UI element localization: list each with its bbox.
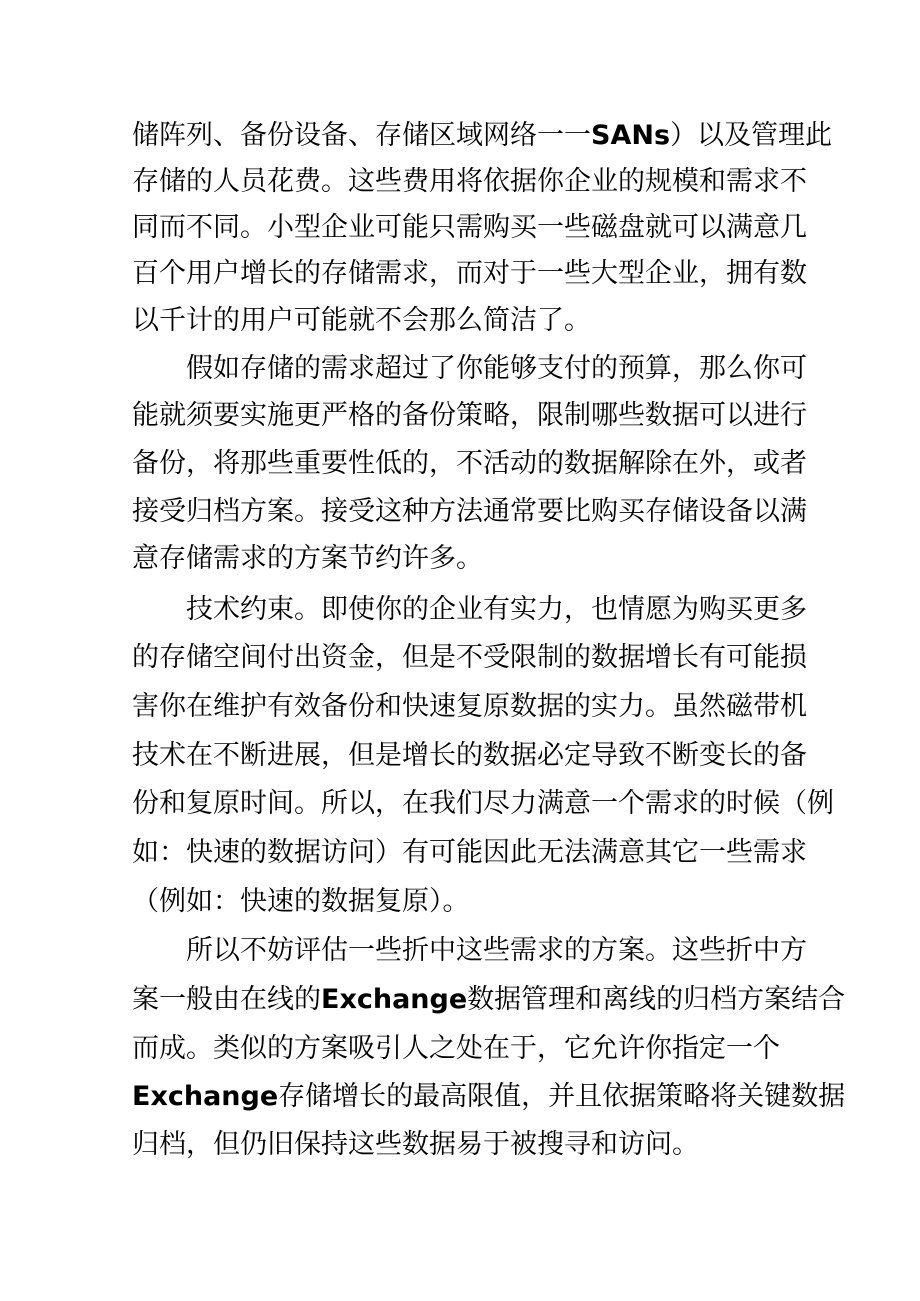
text-run: 存储增长的最高限值，并且依据策略将关键数据 — [278, 1081, 846, 1112]
paragraph-first-line — [186, 587, 807, 633]
text-run-latin: Exchange — [132, 1081, 279, 1112]
text-line — [132, 635, 807, 681]
text-line — [132, 251, 807, 297]
text-line — [132, 977, 845, 1023]
text-line — [132, 781, 834, 827]
text-line — [132, 536, 483, 582]
text-run: 害你在维护有效备份和快速复原数据的实力。虽然磁带机 — [132, 691, 807, 722]
paragraph-first-line — [186, 928, 807, 974]
text-run: 份和复原时间。所以，在我们尽力满意一个需求的时候（例 — [132, 788, 834, 819]
text-run: 储阵列、备份设备、存储区域网络一一 — [132, 120, 591, 151]
text-run: ）以及管理此 — [670, 120, 833, 151]
text-line — [132, 205, 807, 251]
text-run: 存储的人员花费。这些费用将依据你企业的规模和需求不 — [132, 166, 807, 197]
text-run: 百个用户增长的存储需求，而对于一些大型企业，拥有数 — [132, 258, 807, 289]
text-run: 技术约束。即使你的企业有实力，也情愿为购买更多 — [186, 594, 807, 625]
text-run: 而成。类似的方案吸引人之处在于，它允许你指定一个 — [132, 1033, 780, 1064]
text-run: 案一般由在线的 — [132, 984, 321, 1015]
text-run: 所以不妨评估一些折中这些需求的方案。这些折中方 — [186, 935, 807, 966]
text-line — [132, 489, 807, 535]
text-line — [132, 1026, 780, 1072]
text-line — [132, 879, 470, 925]
text-run: （例如：快速的数据复原）。 — [132, 886, 470, 917]
text-line — [132, 298, 591, 344]
text-run: 备份，将那些重要性低的，不活动的数据解除在外，或者 — [132, 448, 807, 479]
text-run: 接受归档方案。接受这种方法通常要比购买存储设备以满 — [132, 496, 807, 527]
text-run: 的存储空间付出资金，但是不受限制的数据增长有可能损 — [132, 642, 807, 673]
text-line — [132, 830, 807, 876]
text-line — [132, 441, 807, 487]
text-line — [132, 684, 807, 730]
text-run: 技术在不断进展，但是增长的数据必定导致不断变长的备 — [132, 740, 807, 771]
text-line — [132, 733, 807, 779]
text-run: 同而不同。小型企业可能只需购买一些磁盘就可以满意几 — [132, 212, 807, 243]
text-run: 如：快速的数据访问）有可能因此无法满意其它一些需求 — [132, 837, 807, 868]
text-run-latin: SANs — [591, 120, 671, 151]
text-run-latin: Exchange — [321, 984, 468, 1015]
text-run: 能就须要实施更严格的备份策略，限制哪些数据可以进行 — [132, 400, 807, 431]
text-run: 假如存储的需求超过了你能够支付的预算，那么你可 — [186, 353, 807, 384]
text-line — [132, 1122, 699, 1168]
text-run: 意存储需求的方案节约许多。 — [132, 543, 483, 574]
text-run: 以千计的用户可能就不会那么简洁了。 — [132, 305, 591, 336]
text-run: 数据管理和离线的归档方案结合 — [467, 984, 846, 1015]
paragraph-first-line — [186, 346, 807, 392]
text-run: 归档，但仍旧保持这些数据易于被搜寻和访问。 — [132, 1129, 699, 1160]
text-line — [132, 1074, 845, 1120]
text-line — [132, 113, 832, 159]
text-line — [132, 159, 807, 205]
text-line — [132, 393, 807, 439]
